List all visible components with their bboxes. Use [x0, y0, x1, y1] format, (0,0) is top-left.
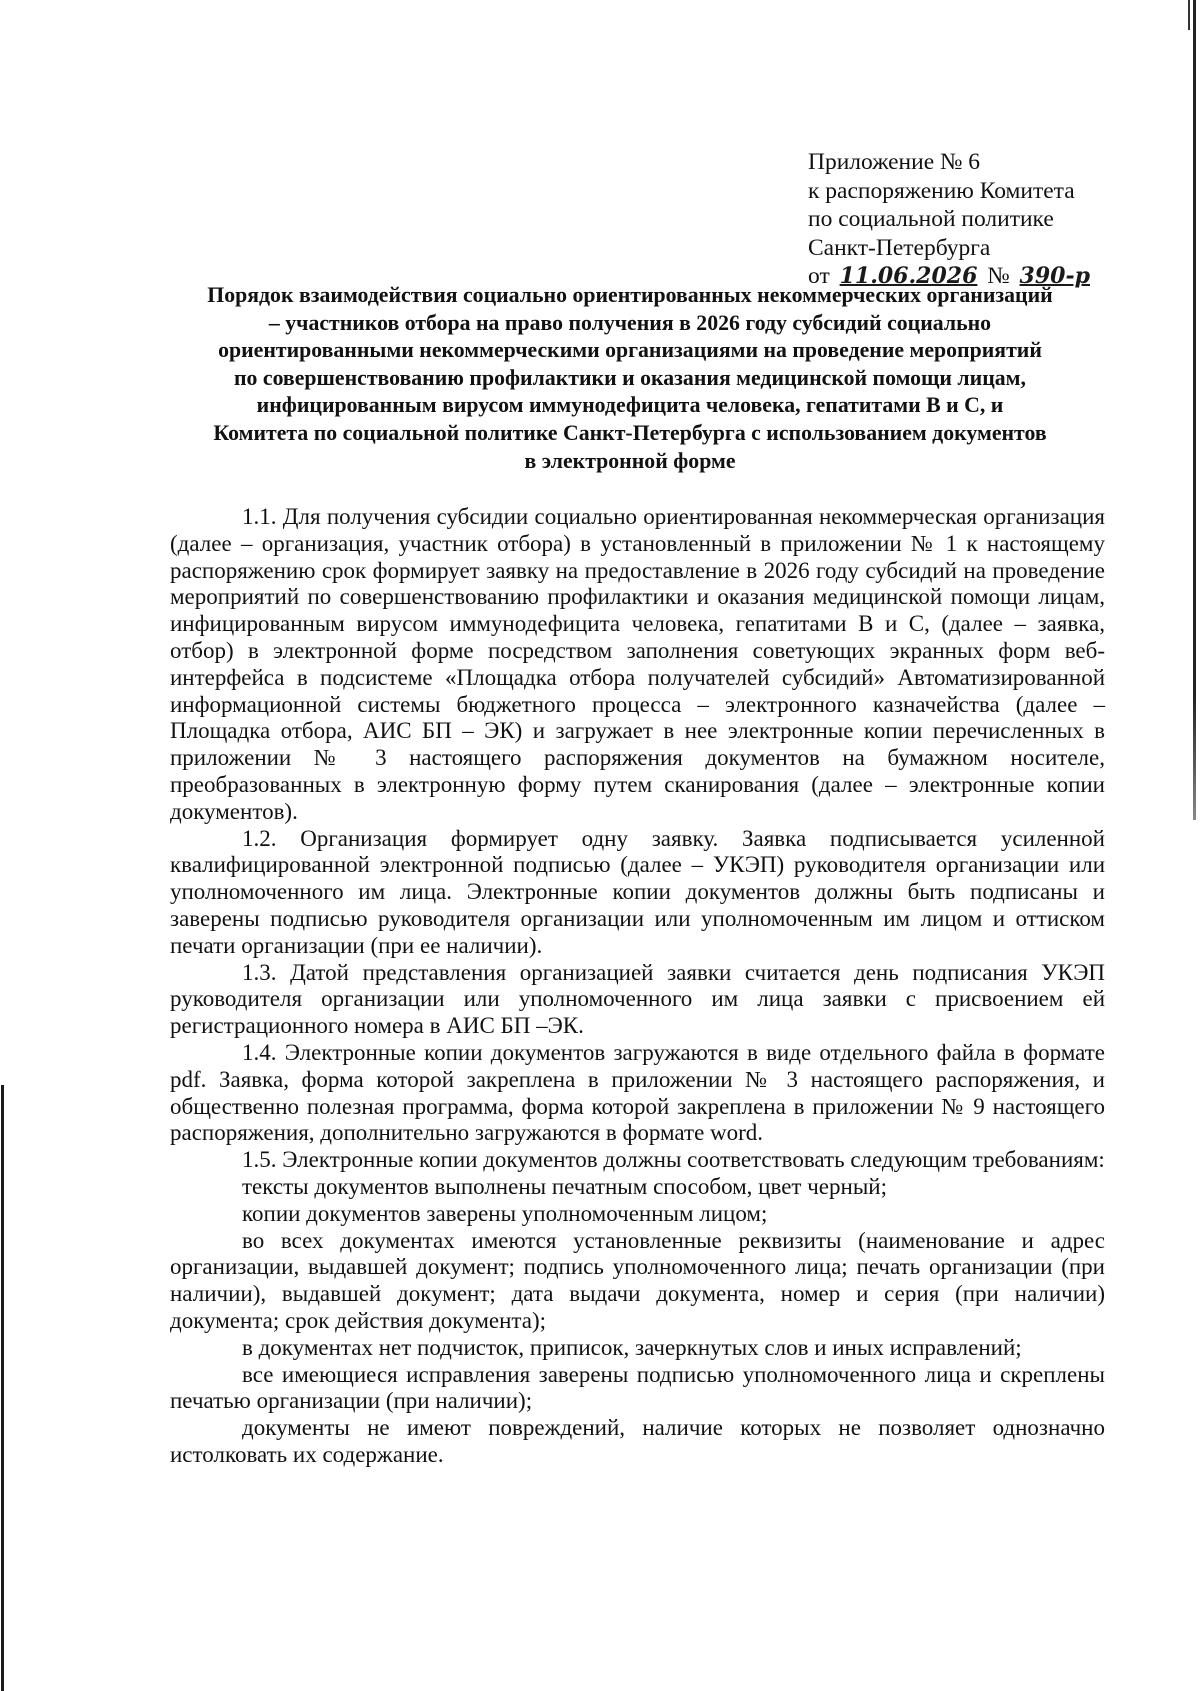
- paragraph-1-3: 1.3. Датой представления организацией заявки считается день подписания УКЭП руководителя организации или уполномоченного им лица заявки с присвоением ей регистрационного номера в АИС БП –ЭК.: [170, 959, 1105, 1039]
- title-line: в электронной форме: [524, 448, 736, 473]
- appendix-city: Санкт-Петербурга: [808, 234, 991, 261]
- appendix-number: Приложение № 6: [808, 149, 981, 175]
- scan-edge-artifact-right: [1193, 0, 1196, 820]
- appendix-committee: по социальной политике: [808, 206, 1054, 232]
- paragraph-1-4: 1.4. Электронные копии документов загружаются в виде отдельного файла в формате pdf. Заявка, форма которой закреплена в приложении № 3 настоящего распоряжения, и общественно полезная программа, форма которой закреплена в приложении № 9 настоящего распоряжения, дополнительно загружаются в формате word.: [170, 1039, 1105, 1146]
- title-line: Порядок взаимодействия социально ориентированных некоммерческих организаций: [207, 283, 1053, 307]
- handwritten-order-number: 390-р: [1019, 263, 1090, 289]
- requirement-item: документы не имеют повреждений, наличие которых не позволяет однозначно истолковать их содержание.: [170, 1415, 1105, 1467]
- paragraph-1-5: 1.5. Электронные копии документов должны соответствовать следующим требованиям:: [242, 1147, 1105, 1173]
- requirement-item: в документах нет подчисток, приписок, зачеркнутых слов и иных исправлений;: [242, 1334, 1022, 1360]
- title-line: по совершенствованию профилактики и оказания медицинской помощи лицам,: [234, 365, 1026, 390]
- paragraph-1-1: 1.1. Для получения субсидии социально ориентированная некоммерческая организация (далее – организация, участник отбора) в установленный в приложении № 1 к настоящему распоряжению срок формирует заявку на предоставление в 2026 году субсидий на проведение мероприятий по совершенствованию профилактики и оказания медицинской помощи лицам, инфицированным вирусом иммунодефицита человека, гепатитами В и С, (далее – заявка, отбор) в электронной форме посредством заполнения советующих экранных форм веб-интерфейса в подсистеме «Площадка отбора получателей субсидий» Автоматизированной информационной системы бюджетного процесса – электронного казначейства (далее – Площадка отбора, АИС БП – ЭК) и загружает в нее электронные копии перечисленных в приложении № 3 настоящего распоряжения документов на бумажном носителе, преобразованных в электронную форму путем сканирования (далее – электронные копии документов).: [170, 504, 1105, 824]
- appendix-header: [808, 148, 1094, 291]
- date-prefix: от: [808, 263, 830, 289]
- paragraph-1-2: 1.2. Организация формирует одну заявку. Заявка подписывается усиленной квалифицированной электронной подписью (далее – УКЭП) руководителя организации или уполномоченного им лица. Электронные копии документов должны быть подписаны и заверены подписью руководителя организации или уполномоченным им лицом и оттиском печати организации (при ее наличии).: [170, 825, 1105, 958]
- handwritten-date: 11.06.2026: [839, 263, 978, 289]
- requirement-item: копии документов заверены уполномоченным лицом;: [242, 1200, 768, 1226]
- scan-edge-artifact-left: [1, 1085, 4, 1691]
- number-prefix: №: [987, 263, 1010, 289]
- requirement-item: все имеющиеся исправления заверены подписью уполномоченного лица и скреплены печатью организации (при наличии);: [170, 1361, 1105, 1414]
- title-line: Комитета по социальной политике Санкт-Петербурга с использованием документов: [213, 420, 1047, 445]
- scan-edge-artifact-top: [1188, 0, 1190, 30]
- requirement-item: во всех документах имеются установленные реквизиты (наименование и адрес организации, выдавшей документ; подпись уполномоченного лица; печать организации (при наличии), выдавшей документ; дата выдачи документа, номер и серия (при наличии) документа; срок действия документа);: [170, 1227, 1105, 1333]
- requirement-item: тексты документов выполнены печатным способом, цвет черный;: [242, 1173, 887, 1199]
- appendix-order-ref: к распоряжению Комитета: [808, 177, 1075, 204]
- title-line: ориентированными некоммерческими организациями на проведение мероприятий: [218, 338, 1042, 363]
- document-title: [160, 282, 1100, 475]
- document-body: [170, 504, 1105, 1469]
- title-line: – участников отбора на право получения в 2026 году субсидий социально: [268, 310, 992, 335]
- title-line: инфицированным вирусом иммунодефицита человека, гепатитами В и С, и: [256, 393, 1004, 418]
